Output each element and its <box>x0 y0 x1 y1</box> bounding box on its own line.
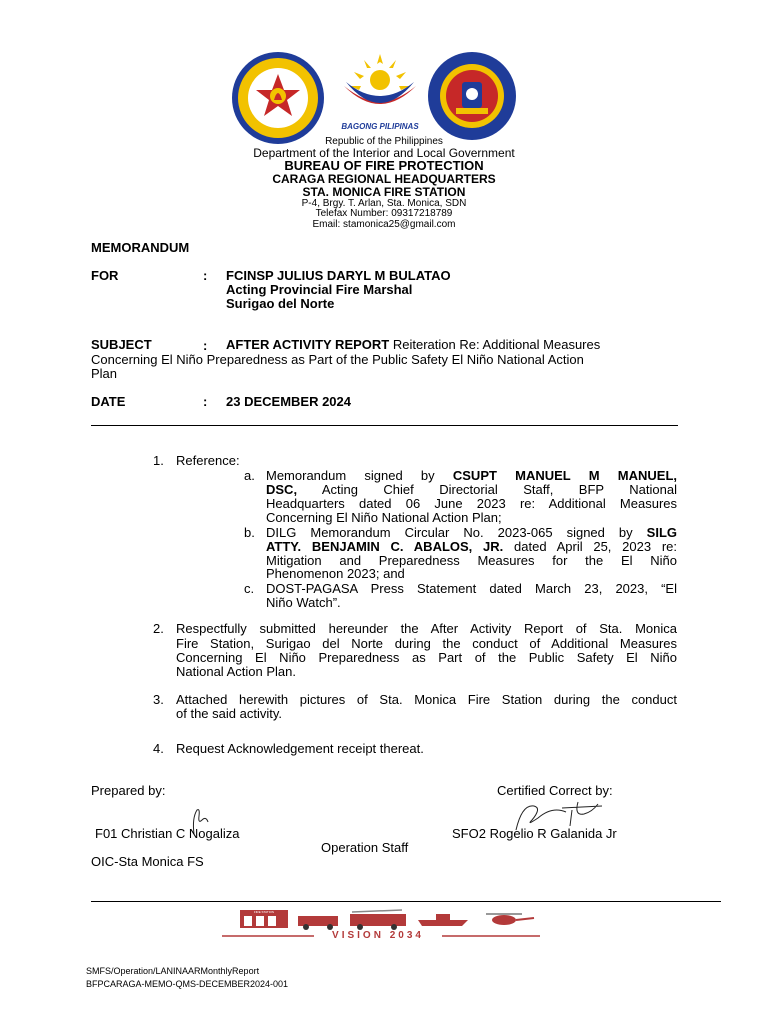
for-name: FCINSP JULIUS DARYL M BULATAO <box>226 268 451 283</box>
ref-c-marker: c. <box>244 581 255 596</box>
station-line: STA. MONICA FIRE STATION <box>302 185 466 199</box>
subject-text <box>226 338 676 353</box>
date-label: DATE <box>91 394 126 409</box>
for-place: Surigao del Norte <box>226 296 335 311</box>
bureau-line: BUREAU OF FIRE PROTECTION <box>284 158 484 173</box>
item-3-number: 3. <box>153 692 164 707</box>
ref-b-line-2: ATTY. BENJAMIN C. ABALOS, JR. dated April 25, 2023 re: <box>266 539 677 554</box>
item-3-line-2: of the said activity. <box>176 706 282 721</box>
ref-c-line-2: Niño Watch”. <box>266 595 341 610</box>
item-4-line-1: Request Acknowledgement receipt thereat. <box>176 741 424 756</box>
for-position: Acting Provincial Fire Marshal <box>226 282 413 297</box>
ref-c-line-1: DOST-PAGASA Press Statement dated March 23, 2023, “El <box>266 581 677 596</box>
subject-label: SUBJECT <box>91 337 152 352</box>
prepared-by-name: F01 Christian C Nogaliza <box>95 826 240 841</box>
header-divider <box>91 425 678 426</box>
email-line: Email: stamonica25@gmail.com <box>312 219 456 230</box>
item-4-number: 4. <box>153 741 164 756</box>
item-2-number: 2. <box>153 621 164 636</box>
subject-line-3: Plan <box>91 366 118 381</box>
oic-title: OIC-Sta Monica FS <box>91 854 204 869</box>
document-code-1: SMFS/Operation/LANINAARMonthlyReport <box>86 966 260 976</box>
ref-b-line-1: DILG Memorandum Circular No. 2023-065 signed by SILG <box>266 525 677 540</box>
ref-a-line-3: Headquarters dated 06 June 2023 re: Additional Measures <box>266 496 677 511</box>
region-line: CARAGA REGIONAL HEADQUARTERS <box>272 172 496 186</box>
ref-b-line-4: Phenomenon 2023; and <box>266 566 405 581</box>
ref-a-line-2: DSC, Acting Chief Directorial Staff, BFP National <box>266 482 677 497</box>
date-value: 23 DECEMBER 2024 <box>226 394 351 409</box>
republic-line: Republic of the Philippines <box>325 136 443 147</box>
operation-staff-title: Operation Staff <box>321 840 409 855</box>
prepared-by-label: Prepared by: <box>91 783 166 798</box>
item-2-line-1: Respectfully submitted hereunder the After Activity Report of Sta. Monica <box>176 621 677 636</box>
certified-by-name: SFO2 Rogelio R Galanida Jr <box>452 826 617 841</box>
subject-line-2: Concerning El Niño Preparedness as Part of the Public Safety El Niño National Action <box>91 352 584 367</box>
document-code-2: BFPCARAGA-MEMO-QMS-DECEMBER2024-001 <box>86 979 289 989</box>
telefax-line: Telefax Number: 09317218789 <box>315 208 453 219</box>
footer-divider <box>91 901 721 902</box>
ref-a-line-1: Memorandum signed by CSUPT MANUEL M MANUEL, <box>266 468 677 483</box>
item-2-line-4: National Action Plan. <box>176 664 296 679</box>
vision-2034-text: VISION 2034 <box>332 930 424 941</box>
subject-colon: : <box>203 338 208 353</box>
ref-a-marker: a. <box>244 468 255 483</box>
item-2-line-2: Fire Station, Surigao del Norte during the conduct of Additional Measures <box>176 636 677 651</box>
sta-monica-station-seal-logo <box>426 50 518 142</box>
certified-by-label: Certified Correct by: <box>497 783 613 798</box>
bagong-pilipinas-text: BAGONG PILIPINAS <box>341 122 419 131</box>
for-label: FOR <box>91 268 119 283</box>
bagong-pilipinas-logo <box>336 52 424 132</box>
subject-bold: AFTER ACTIVITY REPORT <box>226 337 390 352</box>
ref-a-line-4: Concerning El Niño National Action Plan; <box>266 510 502 525</box>
for-colon: : <box>203 268 208 283</box>
item-3-line-1: Attached herewith pictures of Sta. Monica Fire Station during the conduct <box>176 692 677 707</box>
department-line: Department of the Interior and Local Government <box>253 146 515 160</box>
vision-2034-banner <box>222 906 542 946</box>
date-colon: : <box>203 394 208 409</box>
bfp-seal-logo <box>230 50 326 146</box>
item-1-number: 1. <box>153 453 164 468</box>
ref-b-line-3: Mitigation and Preparedness Measures for the El Niño <box>266 553 677 568</box>
ref-b-marker: b. <box>244 525 255 540</box>
subject-rest: Reiteration Re: Additional Measures <box>389 337 601 352</box>
memorandum-title: MEMORANDUM <box>91 240 190 255</box>
reference-label: Reference: <box>176 453 240 468</box>
address-line: P-4, Brgy. T. Arlan, Sta. Monica, SDN <box>301 198 467 209</box>
item-2-line-3: Concerning El Niño Preparedness as Part of the Public Safety El Niño <box>176 650 677 665</box>
fire-station-sign: FIRE STATION <box>253 910 275 914</box>
